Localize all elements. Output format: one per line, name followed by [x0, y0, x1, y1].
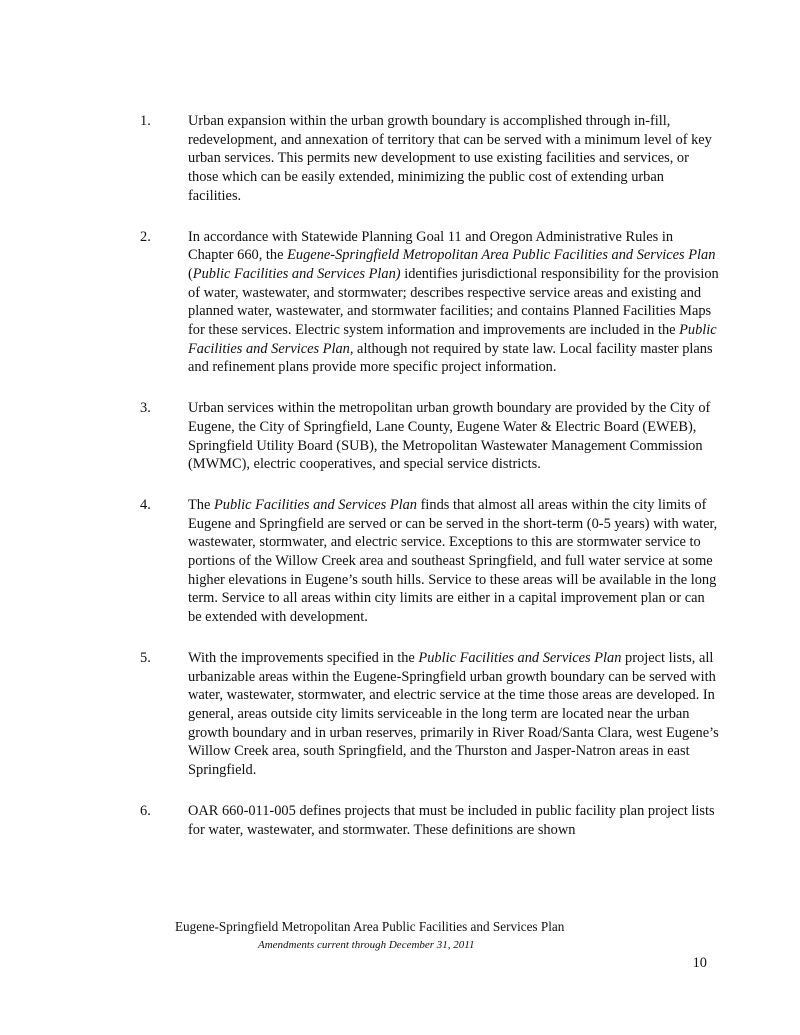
text-segment: finds that almost all areas within the city limits of Eugene and Springfield are served or can be served in the short-term (0-5 years) with water, wastewater, stormwater, and electric service. Exceptions to this are stormwater service to portions of the Willow Creek area and southeast Springfield, and full water service at some higher elevations in Eugene’s south hills. Service to these areas will be available in the long term. Service to all areas within city limits are either in a capital improvement plan or can be extended with development. [188, 496, 718, 626]
text-segment: Urban services within the metropolitan urban growth boundary are provided by the City of Eugene, the City of Springfield, Lane County, Eugene Water & Electric Board (EWEB), Springfield Utility Board (SUB), the Metropolitan Wastewater Management Commission (MWMC), electric cooperatives, and special service districts. [188, 400, 711, 473]
finding-item-3 [140, 399, 720, 474]
item-text [188, 228, 720, 378]
finding-item-1 [140, 112, 720, 206]
item-number: 3. [140, 400, 151, 417]
plan-title-italic: Public Facilities and Services Plan) [192, 265, 401, 282]
finding-item-4 [140, 496, 720, 627]
numbered-findings-list [140, 112, 720, 861]
footer-document-title: Eugene-Springfield Metropolitan Area Public Facilities and Services Plan [175, 919, 565, 934]
finding-item-2 [140, 228, 720, 378]
plan-title-italic: Eugene-Springfield Metropolitan Area Public Facilities and Services Plan [287, 247, 716, 264]
footer-amendments-note: Amendments current through December 31, 2011 [258, 939, 475, 951]
item-number: 4. [140, 496, 151, 513]
item-text [188, 496, 720, 627]
item-text [188, 112, 720, 206]
finding-item-6 [140, 802, 720, 839]
text-segment: , although not required by state law. Local facility master plans and refinement plans provide more specific project information. [188, 340, 713, 376]
text-segment: With the improvements specified in the [188, 649, 419, 666]
text-segment: project lists, all urbanizable areas within the Eugene-Springfield urban growth boundary can be served with water, wastewater, stormwater, and electric service at the time those areas are developed. In general, areas outside city limits serviceable in the long term are located near the urban growth boundary and in urban reserves, primarily in River Road/Santa Clara, west Eugene’s Willow Creek area, south Springfield, and the Thurston and Jasper-Natron areas in east Springfield. [188, 649, 719, 779]
text-segment: identifies jurisdictional responsibility for the provision of water, wastewater, and stormwater; describes respective service areas and existing and planned water, wastewater, and stormwater facilities; and contains Planned Facilities Maps for these services. Electric system information and improvements are included in the [188, 265, 719, 339]
plan-title-italic: Public Facilities and Services Plan [213, 496, 417, 513]
item-text [188, 649, 720, 780]
plan-title-italic: Public Facilities and Services Plan [188, 322, 717, 357]
item-number: 2. [140, 228, 151, 245]
item-text [188, 802, 720, 839]
item-number: 6. [140, 802, 151, 819]
text-segment: ( [188, 265, 193, 282]
plan-title-italic: Public Facilities and Services Plan [418, 649, 622, 666]
item-text [188, 399, 720, 474]
page-number: 10 [692, 955, 707, 971]
text-segment: The [188, 496, 214, 513]
text-segment: Urban expansion within the urban growth boundary is accomplished through in-fill, redevelopment, and annexation of territory that can be served with a minimum level of key urban services. This permits new development to use existing facilities and services, or those which can be easily extended, minimizing the public cost of extending urban facilities. [188, 113, 712, 204]
text-segment: In accordance with Statewide Planning Goal 11 and Oregon Administrative Rules in Chapter 660, the [188, 228, 674, 264]
item-number: 1. [140, 113, 151, 129]
finding-item-5 [140, 649, 720, 780]
item-number: 5. [140, 649, 151, 666]
text-segment: OAR 660-011-005 defines projects that must be included in public facility plan project lists for water, wastewater, and stormwater. These definitions are shown [188, 802, 715, 838]
